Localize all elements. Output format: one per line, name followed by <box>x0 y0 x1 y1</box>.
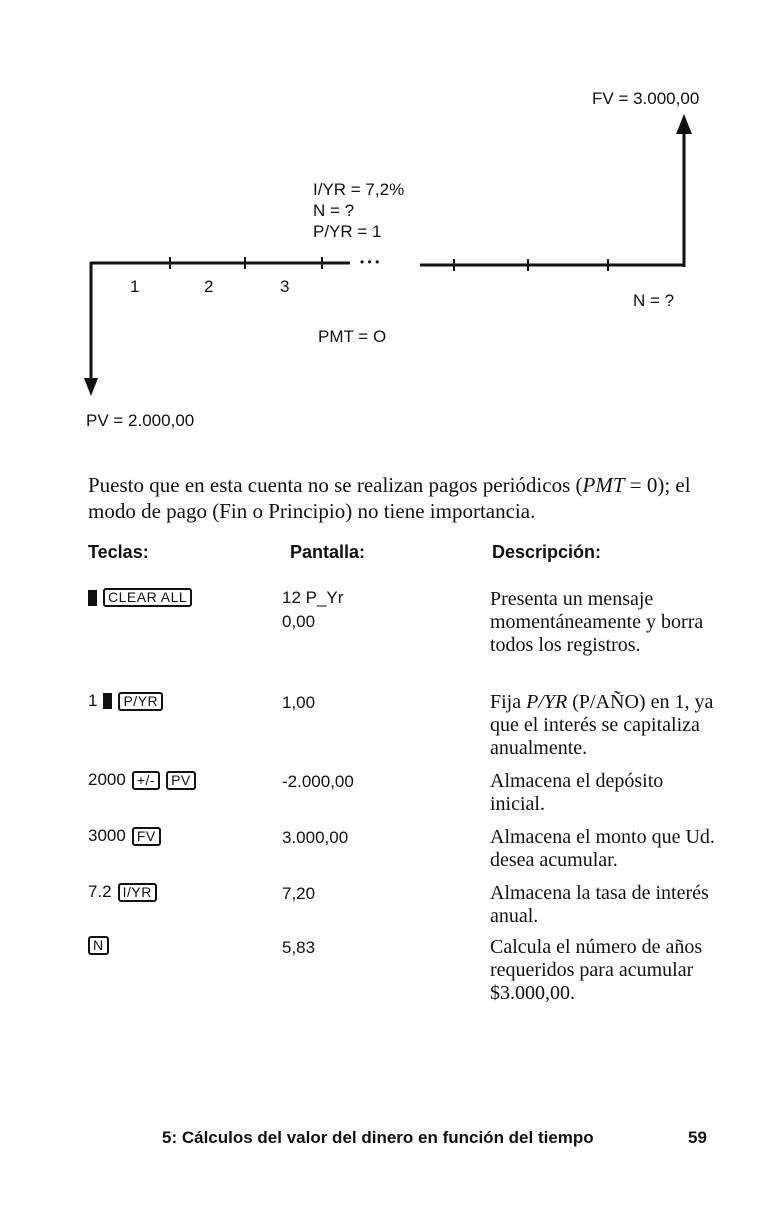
description-text: Fija <box>490 691 527 713</box>
ellipsis: • • • <box>360 255 380 269</box>
table-row-keys <box>88 770 196 790</box>
paragraph-pmt: PMT <box>582 473 625 497</box>
fv-arrowhead <box>676 114 692 134</box>
description-header: Descripción: <box>492 542 602 562</box>
table-row-keys <box>88 691 163 711</box>
table-row-keys <box>88 882 157 902</box>
pv-label: PV = 2.000,00 <box>86 411 195 430</box>
table-row-display: 1,00 <box>282 693 316 712</box>
keys-prefix: 3000 <box>88 826 126 845</box>
n-label: N = ? <box>313 201 355 220</box>
pyr-key: P/YR <box>118 692 163 711</box>
keys-header: Teclas: <box>88 542 149 562</box>
table-row-description: Almacena la tasa de interés anual. <box>490 882 709 927</box>
paragraph-text-1: Puesto que en esta cuenta no se realizan pagos periódicos ( <box>88 473 583 497</box>
n-key: N <box>88 936 109 955</box>
table-row-description: Almacena el monto que Ud. desea acumular. <box>490 826 715 871</box>
display-header: Pantalla: <box>290 542 366 562</box>
period-3-label: 3 <box>280 277 290 296</box>
chapter-footer: 5: Cálculos del valor del dinero en función del tiempo <box>162 1128 594 1147</box>
shift-key-icon <box>88 590 97 606</box>
iyr-key: I/YR <box>118 883 157 902</box>
table-row-display: 3.000,00 <box>282 828 349 847</box>
clear-all-key: CLEAR ALL <box>103 588 192 607</box>
period-1-label: 1 <box>130 277 140 296</box>
table-row-description: Presenta un mensaje momentáneamente y borra todos los registros. <box>490 588 704 656</box>
cash-flow-diagram <box>0 0 778 430</box>
pv-arrowhead <box>84 378 98 396</box>
change-sign-key: +/- <box>132 771 160 790</box>
intro-paragraph <box>88 472 703 524</box>
table-row-keys <box>88 936 109 955</box>
fv-key: FV <box>132 827 161 846</box>
shift-key-icon <box>103 693 112 709</box>
table-row-description: Calcula el número de años requeridos para acumular $3.000,00. <box>490 936 703 1004</box>
table-row-display: 7,20 <box>282 884 316 903</box>
keys-prefix: 7.2 <box>88 882 112 901</box>
keys-prefix: 2000 <box>88 770 126 789</box>
period-2-label: 2 <box>204 277 214 296</box>
description-text: (P/AÑO) en 1, ya que el interés se capitaliza anualmente. <box>490 691 714 759</box>
page-number: 59 <box>688 1128 707 1147</box>
fv-label: FV = 3.000,00 <box>592 89 700 108</box>
keys-prefix: 1 <box>88 691 98 710</box>
table-row-description <box>490 691 720 760</box>
payments-per-year-label: P/YR = 1 <box>313 222 382 241</box>
table-row-description: Almacena el depósito inicial. <box>490 770 664 815</box>
pmt-label: PMT = O <box>318 327 387 346</box>
table-row-keys <box>88 588 192 607</box>
table-row-keys <box>88 826 161 846</box>
paragraph-text-2: = 0); el modo de pago (Fin o Principio) no tiene importancia. <box>88 473 691 523</box>
pv-key: PV <box>166 771 196 790</box>
n-unknown-label: N = ? <box>633 291 675 310</box>
description-em: P/YR <box>526 691 568 713</box>
table-row-display: 12 P_Yr 0,00 <box>282 588 344 631</box>
table-row-display: -2.000,00 <box>282 772 354 791</box>
interest-label: I/YR = 7,2% <box>313 180 405 199</box>
table-row-display: 5,83 <box>282 938 316 957</box>
